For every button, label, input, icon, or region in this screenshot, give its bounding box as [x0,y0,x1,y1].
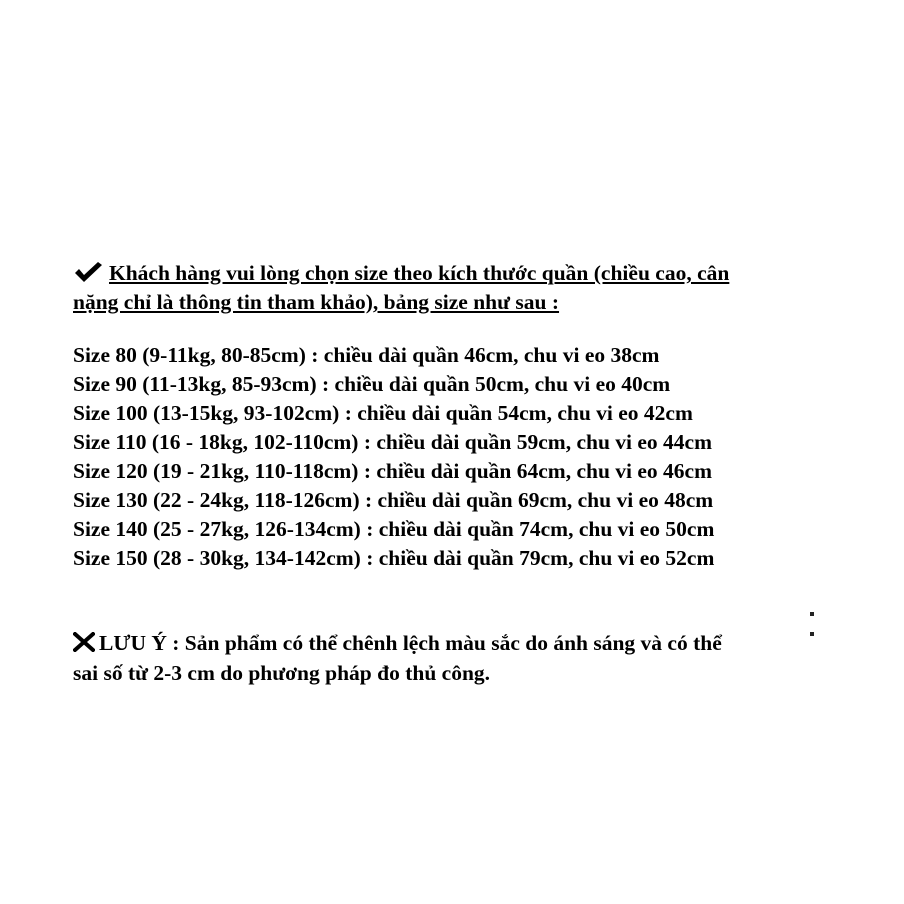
size-row: Size 110 (16 - 18kg, 102-110cm) : chiều dài quần 59cm, chu vi eo 44cm [73,430,713,454]
intro-line-2: nặng chỉ là thông tin tham khảo), bảng size như sau : [73,290,560,314]
note-text [73,628,833,688]
note-line-1 [73,628,833,658]
size-row: Size 80 (9-11kg, 80-85cm) : chiều dài quần 46cm, chu vi eo 38cm [73,343,660,367]
note-line-2: sai số từ 2-3 cm do phương pháp đo thủ công. [73,661,491,685]
stray-mark [810,632,814,636]
note-line-1-text: LƯU Ý : Sản phẩm có thể chênh lệch màu sắc do ánh sáng và có thể [99,631,722,655]
size-row: Size 130 (22 - 24kg, 118-126cm) : chiều dài quần 69cm, chu vi eo 48cm [73,488,714,512]
stray-mark [810,612,814,616]
size-row: Size 140 (25 - 27kg, 126-134cm) : chiều dài quần 74cm, chu vi eo 50cm [73,517,715,541]
size-row: Size 150 (28 - 30kg, 134-142cm) : chiều dài quần 79cm, chu vi eo 52cm [73,546,715,570]
size-row: Size 120 (19 - 21kg, 110-118cm) : chiều dài quần 64cm, chu vi eo 46cm [73,459,713,483]
size-row: Size 90 (11-13kg, 85-93cm) : chiều dài quần 50cm, chu vi eo 40cm [73,372,671,396]
size-row: Size 100 (13-15kg, 93-102cm) : chiều dài quần 54cm, chu vi eo 42cm [73,401,693,425]
intro-line-1-text: Khách hàng vui lòng chọn size theo kích thước quần (chiều cao, cân [109,261,730,285]
intro-text [73,259,833,317]
intro-line-1 [73,259,833,288]
x-icon [73,632,95,652]
check-icon [73,261,103,283]
size-list [73,341,833,573]
